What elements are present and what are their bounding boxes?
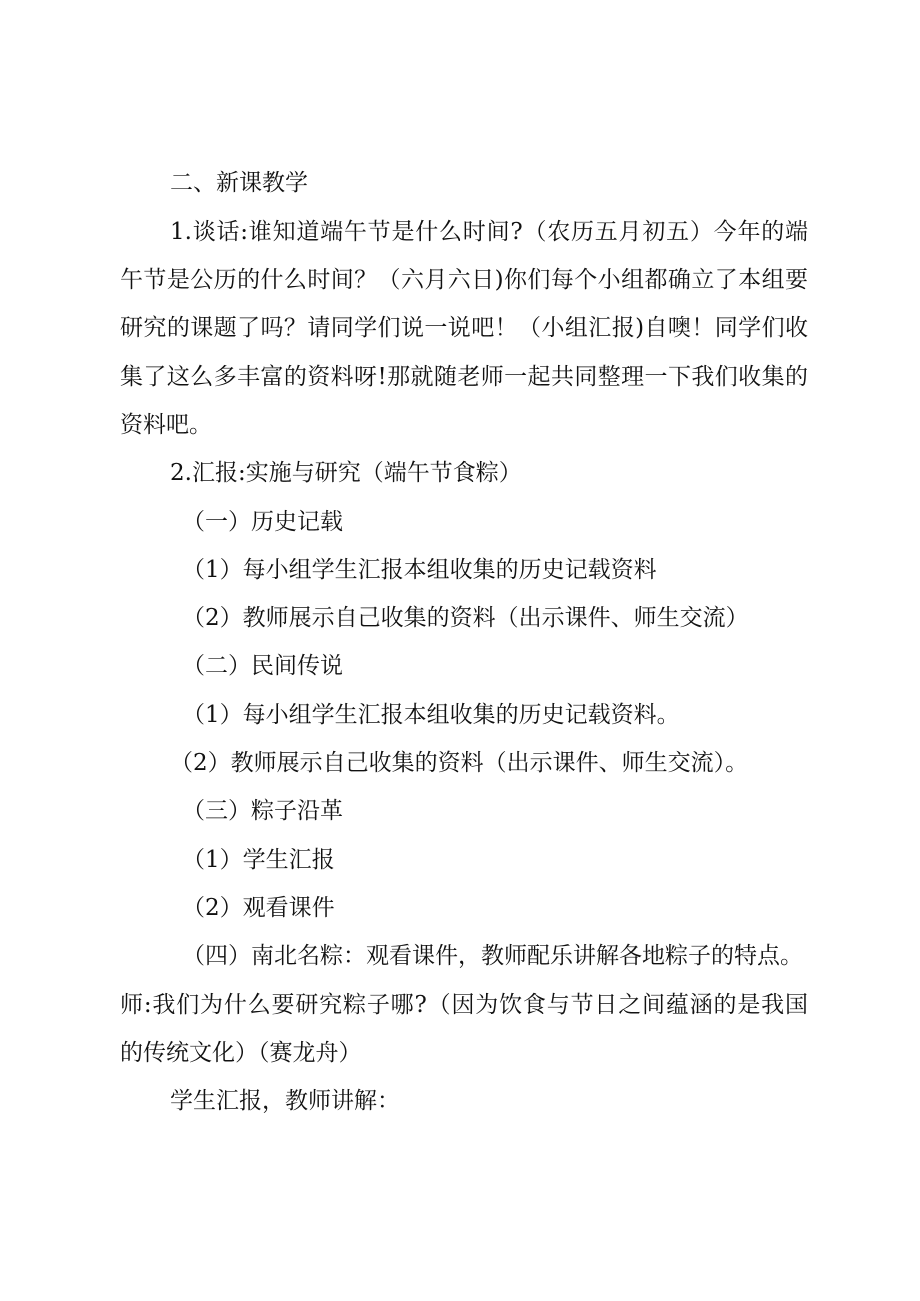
legend-heading: （二）民间传说 bbox=[182, 653, 343, 679]
paragraph-1-line-2: 午节是公历的什么时间？（六月六日)你们每个小组都确立了本组要 bbox=[120, 267, 808, 293]
regional-line-1: （四）南北名粽：观看课件，教师配乐讲解各地粽子的特点。 bbox=[182, 943, 803, 969]
history-heading: （一）历史记载 bbox=[182, 509, 343, 535]
evolution-heading: （三）粽子沿革 bbox=[182, 798, 343, 824]
evolution-item-2: （2）观看课件 bbox=[182, 895, 335, 921]
closing-line: 学生汇报，教师讲解： bbox=[170, 1088, 400, 1114]
evolution-item-1: （1）学生汇报 bbox=[182, 847, 335, 873]
paragraph-1-line-5: 资料吧。 bbox=[120, 412, 212, 438]
paragraph-2: 2.汇报:实施与研究（端午节食粽） bbox=[170, 460, 522, 486]
history-item-1: （1）每小组学生汇报本组收集的历史记载资料 bbox=[182, 557, 657, 583]
paragraph-1-line-3: 研究的课题了吗？请同学们说一说吧！（小组汇报)自噢！同学们收 bbox=[120, 315, 808, 341]
regional-line-2: 师:我们为什么要研究粽子哪?（因为饮食与节日之间蕴涵的是我国 bbox=[120, 992, 808, 1018]
paragraph-1-line-1: 1.谈话:谁知道端午节是什么时间?（农历五月初五）今年的端 bbox=[170, 219, 808, 245]
legend-item-2: （2）教师展示自己收集的资料（出示课件、师生交流）。 bbox=[170, 750, 749, 776]
regional-line-3: 的传统文化）（赛龙舟） bbox=[120, 1040, 362, 1066]
history-item-2: （2）教师展示自己收集的资料（出示课件、师生交流） bbox=[182, 605, 749, 631]
section-heading: 二、新课教学 bbox=[170, 170, 308, 196]
paragraph-1-line-4: 集了这么多丰富的资料呀!那就随老师一起共同整理一下我们收集的 bbox=[120, 364, 808, 390]
legend-item-1: （1）每小组学生汇报本组收集的历史记载资料。 bbox=[182, 702, 680, 728]
